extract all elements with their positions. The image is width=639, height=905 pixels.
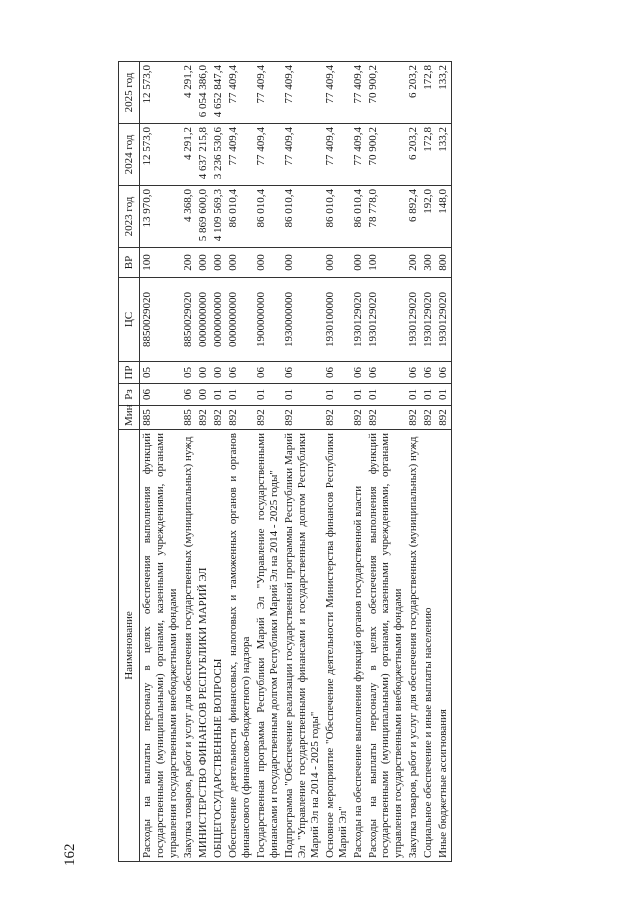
rotated-content	[118, 62, 603, 862]
cell-name: Закупка товаров, работ и услуг для обеспечения государственных (муниципальных) нужд	[406, 430, 421, 862]
cell-min: 892	[211, 406, 226, 430]
cell-y2025: 4 652 847,4	[211, 62, 226, 124]
cell-vr: 800	[436, 248, 451, 278]
cell-y2023: 78 778,0	[366, 186, 407, 248]
cell-min: 892	[436, 406, 451, 430]
cell-pr: 06	[254, 362, 282, 384]
table-row	[140, 62, 181, 862]
cell-min: 892	[351, 406, 366, 430]
cell-rz: 01	[226, 384, 254, 406]
cell-name: Социальное обеспечение и иные выплаты населению	[421, 430, 436, 862]
cell-y2024: 77 409,4	[323, 124, 351, 186]
header-pr: ПР	[119, 362, 140, 384]
cell-y2024: 77 409,4	[254, 124, 282, 186]
table-row	[406, 62, 421, 862]
table-row	[181, 62, 196, 862]
cell-y2023: 4 109 569,3	[211, 186, 226, 248]
cell-name: Обеспечение деятельности финансовых, налоговых и таможенных органов и органов финансового (финансово-бюджетного) надзора	[226, 430, 254, 862]
cell-vr: 000	[226, 248, 254, 278]
cell-cs: 1930129020	[366, 278, 407, 362]
cell-rz: 01	[282, 384, 323, 406]
cell-vr: 000	[351, 248, 366, 278]
cell-y2023: 86 010,4	[282, 186, 323, 248]
table-row	[436, 62, 451, 862]
cell-rz: 01	[436, 384, 451, 406]
cell-rz: 01	[366, 384, 407, 406]
cell-y2025: 4 291,2	[181, 62, 196, 124]
cell-y2025: 133,2	[436, 62, 451, 124]
cell-y2023: 6 892,4	[406, 186, 421, 248]
cell-vr: 000	[282, 248, 323, 278]
cell-y2024: 70 900,2	[366, 124, 407, 186]
cell-y2025: 77 409,4	[254, 62, 282, 124]
header-cs: ЦС	[119, 278, 140, 362]
cell-pr: 06	[406, 362, 421, 384]
table-row	[211, 62, 226, 862]
cell-min: 892	[421, 406, 436, 430]
cell-y2025: 77 409,4	[323, 62, 351, 124]
cell-y2023: 86 010,4	[323, 186, 351, 248]
cell-pr: 05	[181, 362, 196, 384]
cell-y2023: 4 368,0	[181, 186, 196, 248]
header-2023: 2023 год	[119, 186, 140, 248]
cell-min: 892	[366, 406, 407, 430]
cell-cs: 8850029020	[140, 278, 181, 362]
cell-pr: 05	[140, 362, 181, 384]
table-row	[366, 62, 407, 862]
cell-rz: 01	[406, 384, 421, 406]
cell-name: Расходы на выплаты персоналу в целях обеспечения выполнения функций государственными (муниципальными) органами, казенными учреждениями, органами управления государственными внебюджетными фондами	[140, 430, 181, 862]
cell-name: ОБЩЕГОСУДАРСТВЕННЫЕ ВОПРОСЫ	[211, 430, 226, 862]
cell-cs: 1900000000	[254, 278, 282, 362]
cell-cs: 1930000000	[282, 278, 323, 362]
cell-vr: 100	[366, 248, 407, 278]
cell-y2025: 77 409,4	[351, 62, 366, 124]
cell-pr: 06	[351, 362, 366, 384]
cell-rz: 00	[196, 384, 211, 406]
page-number: 162	[62, 843, 78, 866]
cell-name: Закупка товаров, работ и услуг для обеспечения государственных (муниципальных) нужд	[181, 430, 196, 862]
header-min: Мин	[119, 406, 140, 430]
table-row	[254, 62, 282, 862]
cell-y2023: 148,0	[436, 186, 451, 248]
cell-pr: 06	[226, 362, 254, 384]
table-row	[282, 62, 323, 862]
cell-rz: 06	[181, 384, 196, 406]
cell-y2024: 77 409,4	[282, 124, 323, 186]
cell-min: 892	[254, 406, 282, 430]
cell-name: Расходы на обеспечение выполнения функций органов государственной власти	[351, 430, 366, 862]
cell-y2024: 4 291,2	[181, 124, 196, 186]
cell-rz: 01	[351, 384, 366, 406]
cell-min: 892	[226, 406, 254, 430]
cell-vr: 200	[406, 248, 421, 278]
cell-y2024: 6 203,2	[406, 124, 421, 186]
table-row	[421, 62, 436, 862]
cell-min: 892	[406, 406, 421, 430]
cell-y2024: 3 236 530,6	[211, 124, 226, 186]
header-rz: Рз	[119, 384, 140, 406]
table-row	[196, 62, 211, 862]
cell-vr: 100	[140, 248, 181, 278]
cell-cs: 1930129020	[406, 278, 421, 362]
cell-y2023: 13 970,0	[140, 186, 181, 248]
cell-y2023: 5 869 600,0	[196, 186, 211, 248]
cell-cs: 0000000000	[211, 278, 226, 362]
cell-y2024: 4 637 215,8	[196, 124, 211, 186]
cell-cs: 0000000000	[226, 278, 254, 362]
cell-pr: 06	[436, 362, 451, 384]
cell-min: 892	[323, 406, 351, 430]
cell-pr: 06	[421, 362, 436, 384]
cell-min: 892	[196, 406, 211, 430]
cell-y2024: 77 409,4	[226, 124, 254, 186]
table-row	[351, 62, 366, 862]
cell-y2024: 172,8	[421, 124, 436, 186]
cell-y2025: 70 900,2	[366, 62, 407, 124]
cell-y2025: 77 409,4	[282, 62, 323, 124]
cell-pr: 06	[366, 362, 407, 384]
cell-name: Иные бюджетные ассигнования	[436, 430, 451, 862]
cell-y2025: 77 409,4	[226, 62, 254, 124]
cell-cs: 1930129020	[351, 278, 366, 362]
cell-name: Основное мероприятие "Обеспечение деятельности Министерства финансов Республики Марий Эл"	[323, 430, 351, 862]
header-vr: ВР	[119, 248, 140, 278]
cell-pr: 00	[196, 362, 211, 384]
cell-y2023: 192,0	[421, 186, 436, 248]
cell-pr: 06	[282, 362, 323, 384]
cell-vr: 300	[421, 248, 436, 278]
cell-vr: 000	[196, 248, 211, 278]
cell-cs: 0000000000	[196, 278, 211, 362]
cell-y2023: 86 010,4	[226, 186, 254, 248]
cell-name: МИНИСТЕРСТВО ФИНАНСОВ РЕСПУБЛИКИ МАРИЙ ЭЛ	[196, 430, 211, 862]
cell-y2024: 77 409,4	[351, 124, 366, 186]
cell-y2023: 86 010,4	[254, 186, 282, 248]
cell-cs: 1930129020	[436, 278, 451, 362]
header-2025: 2025 год	[119, 62, 140, 124]
cell-y2025: 6 203,2	[406, 62, 421, 124]
cell-pr: 00	[211, 362, 226, 384]
cell-y2025: 12 573,0	[140, 62, 181, 124]
cell-cs: 1930100000	[323, 278, 351, 362]
table-row	[226, 62, 254, 862]
cell-rz: 06	[140, 384, 181, 406]
cell-name: Государственная программа Республики Марий Эл "Управление государственными финансами и государственным долгом Республики Марий Эл на 2014 - 2025 годы"	[254, 430, 282, 862]
header-name: Наименование	[119, 430, 140, 862]
cell-name: Подпрограмма "Обеспечение реализации государственной программы Республики Марий Эл "Управление государственными финансами и государственным долгом Республики Марий Эл на 2014 - 2025 годы"	[282, 430, 323, 862]
cell-min: 885	[181, 406, 196, 430]
cell-pr: 06	[323, 362, 351, 384]
cell-vr: 200	[181, 248, 196, 278]
cell-vr: 000	[211, 248, 226, 278]
cell-cs: 8850029020	[181, 278, 196, 362]
cell-y2025: 172,8	[421, 62, 436, 124]
cell-min: 892	[282, 406, 323, 430]
cell-rz: 01	[254, 384, 282, 406]
header-2024: 2024 год	[119, 124, 140, 186]
cell-name: Расходы на выплаты персоналу в целях обеспечения выполнения функций государственными (муниципальными) органами, казенными учреждениями, органами управления государственными внебюджетными фондами	[366, 430, 407, 862]
cell-cs: 1930129020	[421, 278, 436, 362]
budget-table	[118, 61, 452, 862]
table-row	[323, 62, 351, 862]
cell-vr: 000	[323, 248, 351, 278]
cell-rz: 01	[323, 384, 351, 406]
cell-y2024: 12 573,0	[140, 124, 181, 186]
cell-rz: 01	[421, 384, 436, 406]
table-header-row	[119, 62, 140, 862]
cell-min: 885	[140, 406, 181, 430]
cell-y2024: 133,2	[436, 124, 451, 186]
cell-vr: 000	[254, 248, 282, 278]
cell-y2023: 86 010,4	[351, 186, 366, 248]
cell-y2025: 6 054 386,0	[196, 62, 211, 124]
cell-rz: 01	[211, 384, 226, 406]
